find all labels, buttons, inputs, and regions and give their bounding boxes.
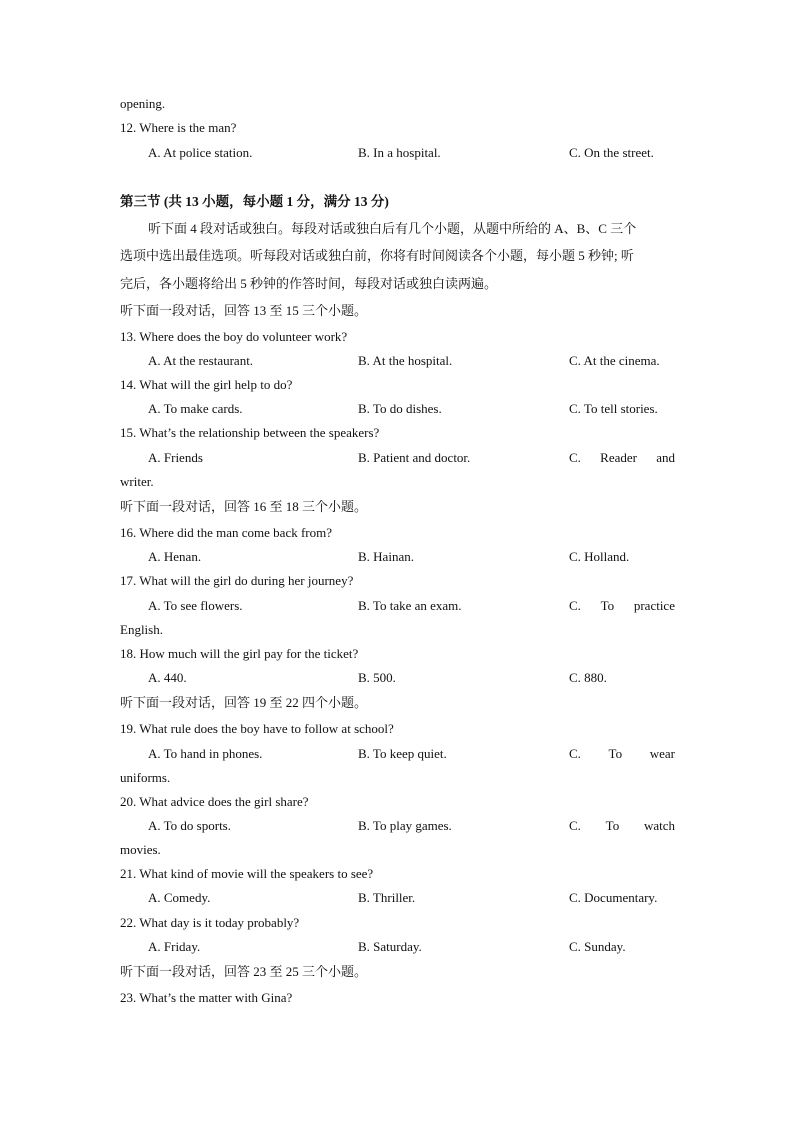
instructions-line-1: 听下面 4 段对话或独白。每段对话或独白后有几个小题，从题中所给的 A、B、C 三个 <box>148 221 637 236</box>
question-13: 13. Where does the boy do volunteer work? <box>120 329 348 344</box>
q13-option-b: B. At the hospital. <box>358 353 453 368</box>
q16-option-b: B. Hainan. <box>358 549 414 564</box>
q20-option-c-continued: movies. <box>120 842 161 857</box>
question-16: 16. Where did the man come back from? <box>120 525 333 540</box>
q17-option-c-continued: English. <box>120 622 163 637</box>
instructions-line-2: 选项中选出最佳选项。听每段对话或独白前，你将有时间阅读各个小题，每小题 5 秒钟; 听 <box>120 248 634 263</box>
q20-option-b: B. To play games. <box>358 818 452 833</box>
question-12: 12. Where is the man? <box>120 120 237 135</box>
question-18: 18. How much will the girl pay for the ticket? <box>120 646 359 661</box>
q22-option-b: B. Saturday. <box>358 939 422 954</box>
q19-option-c-continued: uniforms. <box>120 770 171 785</box>
continued-text: opening. <box>120 96 166 111</box>
q19-option-a: A. To hand in phones. <box>148 746 263 761</box>
q13-option-a: A. At the restaurant. <box>148 353 254 368</box>
q22-option-c: C. Sunday. <box>569 939 626 954</box>
question-15: 15. What’s the relationship between the speakers? <box>120 425 380 440</box>
question-23: 23. What’s the matter with Gina? <box>120 990 293 1005</box>
q15-option-a: A. Friends <box>148 450 203 465</box>
q21-option-b: B. Thriller. <box>358 890 416 905</box>
q16-option-a: A. Henan. <box>148 549 202 564</box>
section-3-heading: 第三节 (共 13 小题，每小题 1 分，满分 13 分) <box>120 194 389 209</box>
q21-option-c: C. Documentary. <box>569 890 658 905</box>
q17-option-b: B. To take an exam. <box>358 598 462 613</box>
dialogue-4-instruction: 听下面一段对话，回答 23 至 25 三个小题。 <box>120 964 368 979</box>
q14-option-c: C. To tell stories. <box>569 401 658 416</box>
question-19: 19. What rule does the boy have to follow at school? <box>120 721 394 736</box>
q17-option-a: A. To see flowers. <box>148 598 243 613</box>
q18-option-c: C. 880. <box>569 670 607 685</box>
q20-option-a: A. To do sports. <box>148 818 231 833</box>
q14-option-b: B. To do dishes. <box>358 401 442 416</box>
q18-option-b: B. 500. <box>358 670 396 685</box>
q16-option-c: C. Holland. <box>569 549 630 564</box>
dialogue-2-instruction: 听下面一段对话，回答 16 至 18 三个小题。 <box>120 499 368 514</box>
q22-option-a: A. Friday. <box>148 939 201 954</box>
q15-option-c: C. Reader and <box>569 450 675 465</box>
dialogue-1-instruction: 听下面一段对话，回答 13 至 15 三个小题。 <box>120 303 368 318</box>
q21-option-a: A. Comedy. <box>148 890 211 905</box>
q19-option-b: B. To keep quiet. <box>358 746 447 761</box>
q12-option-a: A. At police station. <box>148 145 253 160</box>
q17-option-c: C. To practice <box>569 598 675 613</box>
q12-option-b: B. In a hospital. <box>358 145 441 160</box>
question-22: 22. What day is it today probably? <box>120 915 300 930</box>
q14-option-a: A. To make cards. <box>148 401 243 416</box>
q12-option-c: C. On the street. <box>569 145 654 160</box>
instructions-line-3: 完后，各小题将给出 5 秒钟的作答时间，每段对话或独白读两遍。 <box>120 276 498 291</box>
q20-option-c: C. To watch <box>569 818 675 833</box>
q15-option-c-continued: writer. <box>120 474 154 489</box>
q18-option-a: A. 440. <box>148 670 187 685</box>
dialogue-3-instruction: 听下面一段对话，回答 19 至 22 四个小题。 <box>120 695 368 710</box>
q15-option-b: B. Patient and doctor. <box>358 450 471 465</box>
question-17: 17. What will the girl do during her journey? <box>120 573 354 588</box>
q19-option-c: C. To wear <box>569 746 675 761</box>
question-21: 21. What kind of movie will the speakers to see? <box>120 866 374 881</box>
question-14: 14. What will the girl help to do? <box>120 377 293 392</box>
q13-option-c: C. At the cinema. <box>569 353 660 368</box>
question-20: 20. What advice does the girl share? <box>120 794 309 809</box>
